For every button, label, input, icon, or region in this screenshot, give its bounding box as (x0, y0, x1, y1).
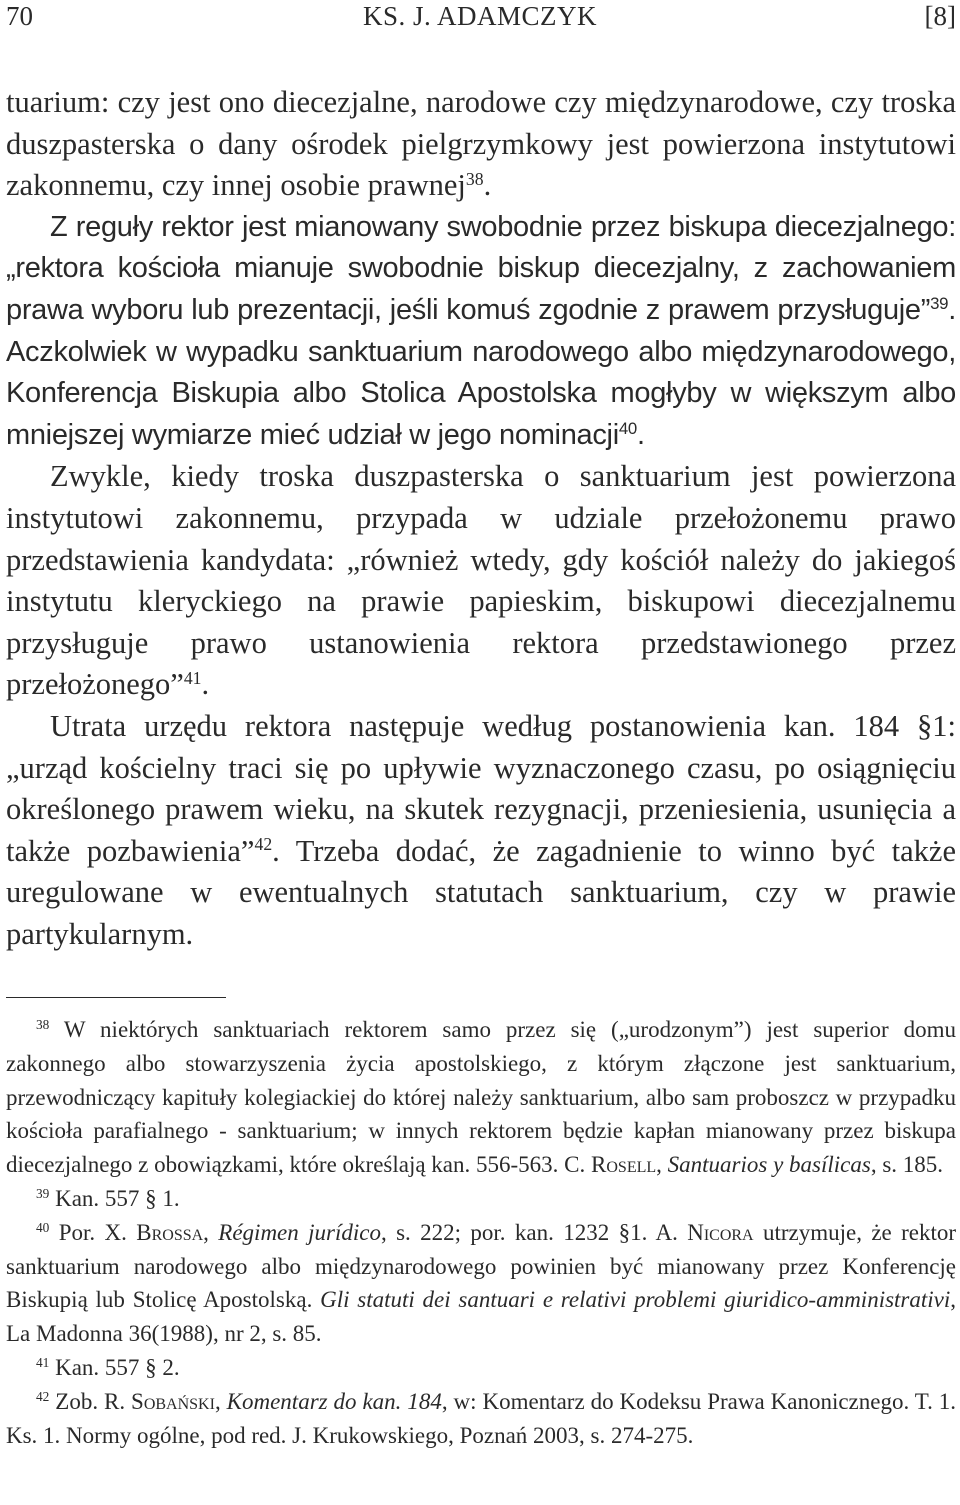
footnote-42: $^{42}$ Zob. R. Sobański, Komentarz do kan. 184, w: Komentarz do Kodeksu Prawa Kanonicznego. T. 1. Ks. 1. Normy ogólne, pod red. J. Krukowskiego, Poznań 2003, s. 274-275. (6, 1388, 957, 1448)
main-text (6, 82, 956, 955)
footnote-40: $^{40}$ Por. X. Brossa, Régimen jurídico, s. 222; por. kan. 1232 §1. A. Nicora utrzymuje, że rektor sanktuarium narodowego albo międzynarodowego powinien być mianowany przez Konferencję Biskupią lub Stolicę Apostolską. Gli statuti dei santuari e relativi problemi giuridico-amministrativi, La Madonna 36(1988), nr 2, s. 85. (6, 1219, 957, 1347)
footnote-ref-40: 40 (618, 418, 637, 438)
page-header (0, 0, 960, 40)
paragraph-1: tuarium: czy jest ono diecezjalne, narodowe czy międzynarodowe, czy troska duszpasterska o dany ośrodek pielgrzymkowy jest powierzona instytutowi zakonnemu, czy innej osobie prawnej$^{38}$. (6, 85, 956, 203)
footnote-divider (6, 997, 226, 998)
footnote-ref-38: 38 (465, 168, 484, 189)
footnote-41: $^{41}$ Kan. 557 § 2. (36, 1354, 180, 1380)
paragraph-2: Z reguły rektor jest mianowany swobodnie przez biskupa diecezjalnego: „rektora kościoła mianuje swobodnie biskup diecezjalny, z zachowaniem prawa wyboru lub prezentacji, jeśli komuś zgodnie z prawem przysługuje”$^{39}$. Aczkolwiek w wypadku sanktuarium narodowego albo międzynarodowego, Konferencja Biskupia albo Stolica Apostolska mogłyby w większym albo mniejszej wymiarze mieć udział w jego nominacji$^{40}$. (6, 210, 956, 451)
page-number: 70 (6, 1, 33, 31)
section-marker: [8] (924, 1, 956, 31)
paragraph-3: Zwykle, kiedy troska duszpasterska o sanktuarium jest powierzona instytutowi zakonnemu, przypada w udziale przełożonemu prawo przedstawienia kandydata: „również wtedy, gdy kościół należy do jakiegoś instytutu kleryckiego na prawie papieskim, biskupowi diecezjalnemu przysługuje prawo ustanowienia rektora przedstawionego przez przełożonego”$^{41}$. (6, 459, 956, 702)
footnote-ref-42: 42 (254, 834, 273, 855)
footnote-39: $^{39}$ Kan. 557 § 1. (36, 1185, 180, 1211)
footnote-ref-41: 41 (183, 667, 202, 688)
running-title: KS. J. ADAMCZYK (362, 1, 598, 31)
footnote-ref-39: 39 (930, 293, 949, 313)
footnotes (6, 1013, 956, 1452)
paragraph-4: Utrata urzędu rektora następuje według postanowienia kan. 184 §1: „urząd kościelny traci się po upływie wyznaczonego czasu, po osiągnięciu określonego prawem wieku, na skutek rezygnacji, przeniesienia, usunięcia a także pozbawienia”$^{42}$. Trzeba dodać, że zagadnienie to winno być także uregulowane w ewentualnych statutach sanktuarium, czy w prawie partykularnym. (6, 708, 956, 951)
footnote-38: $^{38}$ W niektórych sanktuariach rektorem samo przez się („urodzonym”) jest superior domu zakonnego albo stowarzyszenia życia apostolskiego, z którym złączone jest sanktuarium, przewodniczący kapituły kolegiackiej do której należy sanktuarium, albo sam proboszcz w przypadku kościoła parafialnego - sanktuarium; w innych rektorem będzie kapłan mianowany przez biskupa diecezjalnego z obowiązkami, które określają kan. 556-563. C. Rosell, Santuarios y basílicas, s. 185. (6, 1017, 956, 1178)
